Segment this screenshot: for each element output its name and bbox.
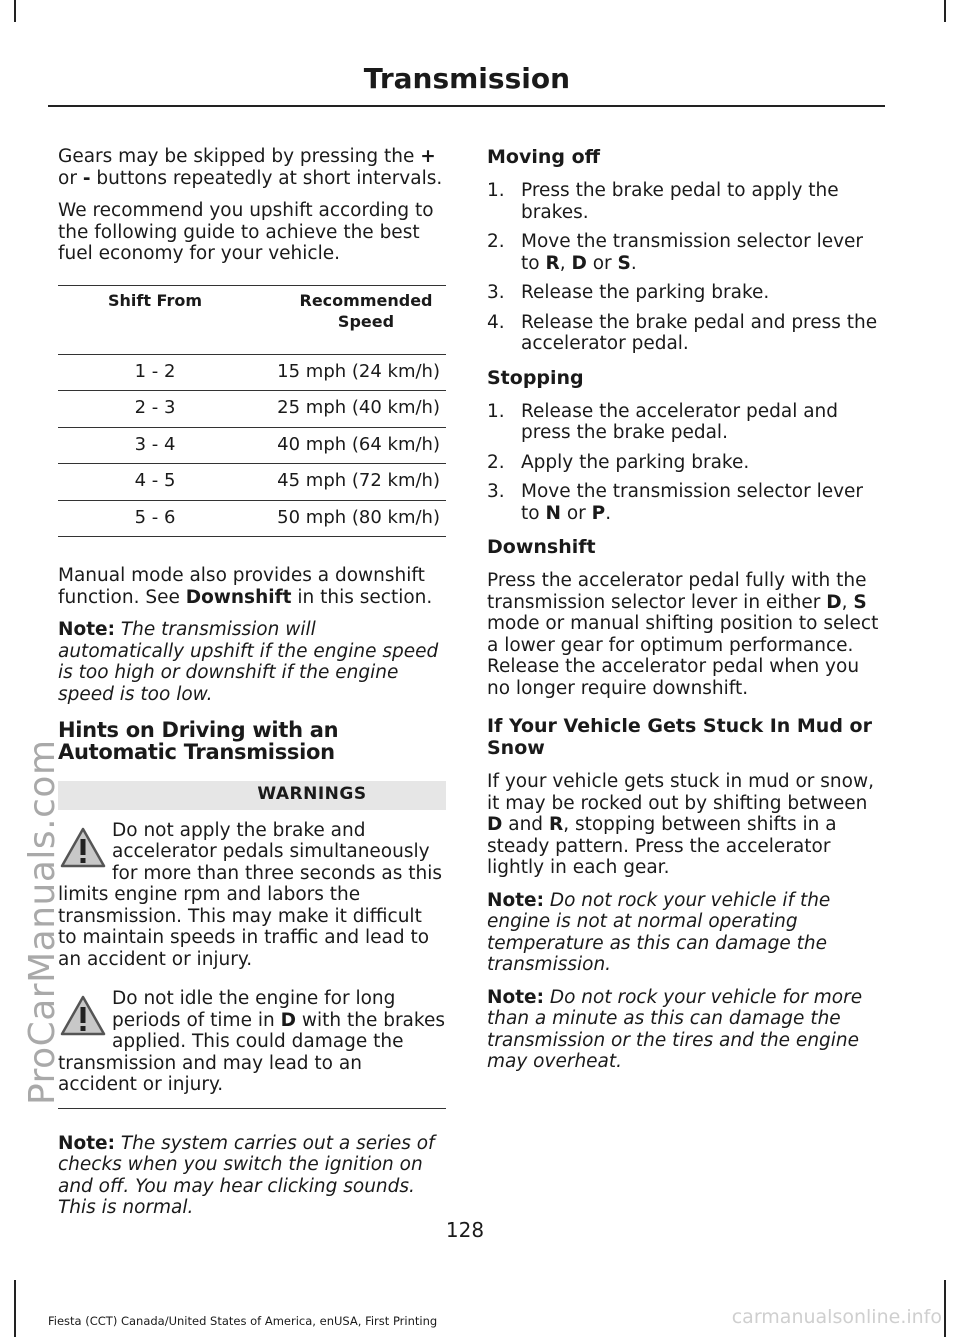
watermark: ProCarManuals.com [22,739,63,1105]
right-column [487,146,879,1084]
list-item: 2. Move the transmission selector lever to R, D or S. [487,231,864,274]
list-item: 1. Press the brake pedal to apply the brakes. [487,180,839,223]
heading-downshift: Downshift [487,536,596,558]
warnings-banner: WARNINGS [58,781,446,810]
table-row: 2 - 3 25 mph (40 km/h) [58,391,446,428]
header-rule [48,105,885,107]
crop-mark [944,1280,946,1337]
note-automatic-upshift: Note: The transmission will automatically upshift if the engine speed is too high or downshift if the engine speed is too low. [58,619,439,705]
warning-text: Do not apply the brake and accelerator pedals simultaneously for more than three seconds as this limits engine rpm and labors the transmission. This may make it difficult to maintain speeds in traffic and lead to an accident or injury. [58,819,442,970]
table-row: 4 - 5 45 mph (72 km/h) [58,464,446,501]
table-header-recommended-speed: Recommended Speed [252,285,446,354]
stuck-paragraph: If your vehicle gets stuck in mud or snow, it may be rocked out by shifting between D and R, stopping between shifts in a steady pattern. Press the accelerator lightly in each gear. [487,771,874,878]
note-system-checks: Note: The system carries out a series of checks when you switch the ignition on and off. You may hear clicking sounds. This is normal. [58,1132,435,1218]
note-rocking-duration: Note: Do not rock your vehicle for more than a minute as this can damage the transmission or the tires and the engine may overheat. [487,986,863,1072]
table-header-shift-from: Shift From [58,285,252,354]
warning-item [58,988,446,1096]
moving-off-steps [487,180,879,355]
crop-mark [944,0,946,22]
heading-stuck: If Your Vehicle Gets Stuck In Mud or Snow [487,715,872,759]
heading-stopping: Stopping [487,366,584,389]
list-item: 1. Release the accelerator pedal and press the brake pedal. [487,400,839,443]
page-number: 128 [445,1218,485,1242]
list-item: 3. Release the parking brake. [487,282,770,303]
warning-triangle-icon [60,826,106,870]
shift-speed-table [58,285,446,538]
warning-text: Do not idle the engine for long periods of time in D with the brakes applied. This could damage the transmission and may lead to an accident or injury. [58,988,445,1095]
heading-moving-off: Moving off [487,146,601,168]
table-row: 3 - 4 40 mph (64 km/h) [58,427,446,464]
footer-text: Fiesta (CCT) Canada/United States of America, enUSA, First Printing [48,1314,438,1328]
list-item: 4. Release the brake pedal and press the accelerator pedal. [487,311,878,354]
note-rocking-temperature: Note: Do not rock your vehicle if the engine is not at normal operating temperature as this can damage the transmission. [487,889,831,975]
section-heading: Hints on Driving with an Automatic Transmission [58,718,339,764]
warning-item [58,820,446,971]
skip-gears-paragraph: Gears may be skipped by pressing the + or - buttons repeatedly at short intervals. [58,146,443,189]
upshift-recommendation: We recommend you upshift according to the following guide to achieve the best fuel economy for your vehicle. [58,200,434,264]
manual-mode-paragraph: Manual mode also provides a downshift function. See Downshift in this section. [58,565,433,608]
downshift-paragraph: Press the accelerator pedal fully with the transmission selector lever in either D, S mode or manual shifting position to select a lower gear for optimum performance. Release the accelerator pedal when you no longer require downshift. [487,570,879,699]
warning-triangle-icon [60,994,106,1038]
crop-mark [14,0,16,22]
table-row: 1 - 2 15 mph (24 km/h) [58,354,446,391]
warnings-end-rule [58,1108,446,1109]
list-item: 2. Apply the parking brake. [487,451,750,473]
crop-mark [14,1280,16,1337]
stopping-steps [487,401,879,525]
table-row: 5 - 6 50 mph (80 km/h) [58,500,446,537]
page-title: Transmission [363,62,570,95]
list-item: 3. Move the transmission selector lever to N or P. [487,481,864,524]
site-watermark: carmanualsonline.info [731,1306,942,1328]
left-column [58,146,446,1230]
